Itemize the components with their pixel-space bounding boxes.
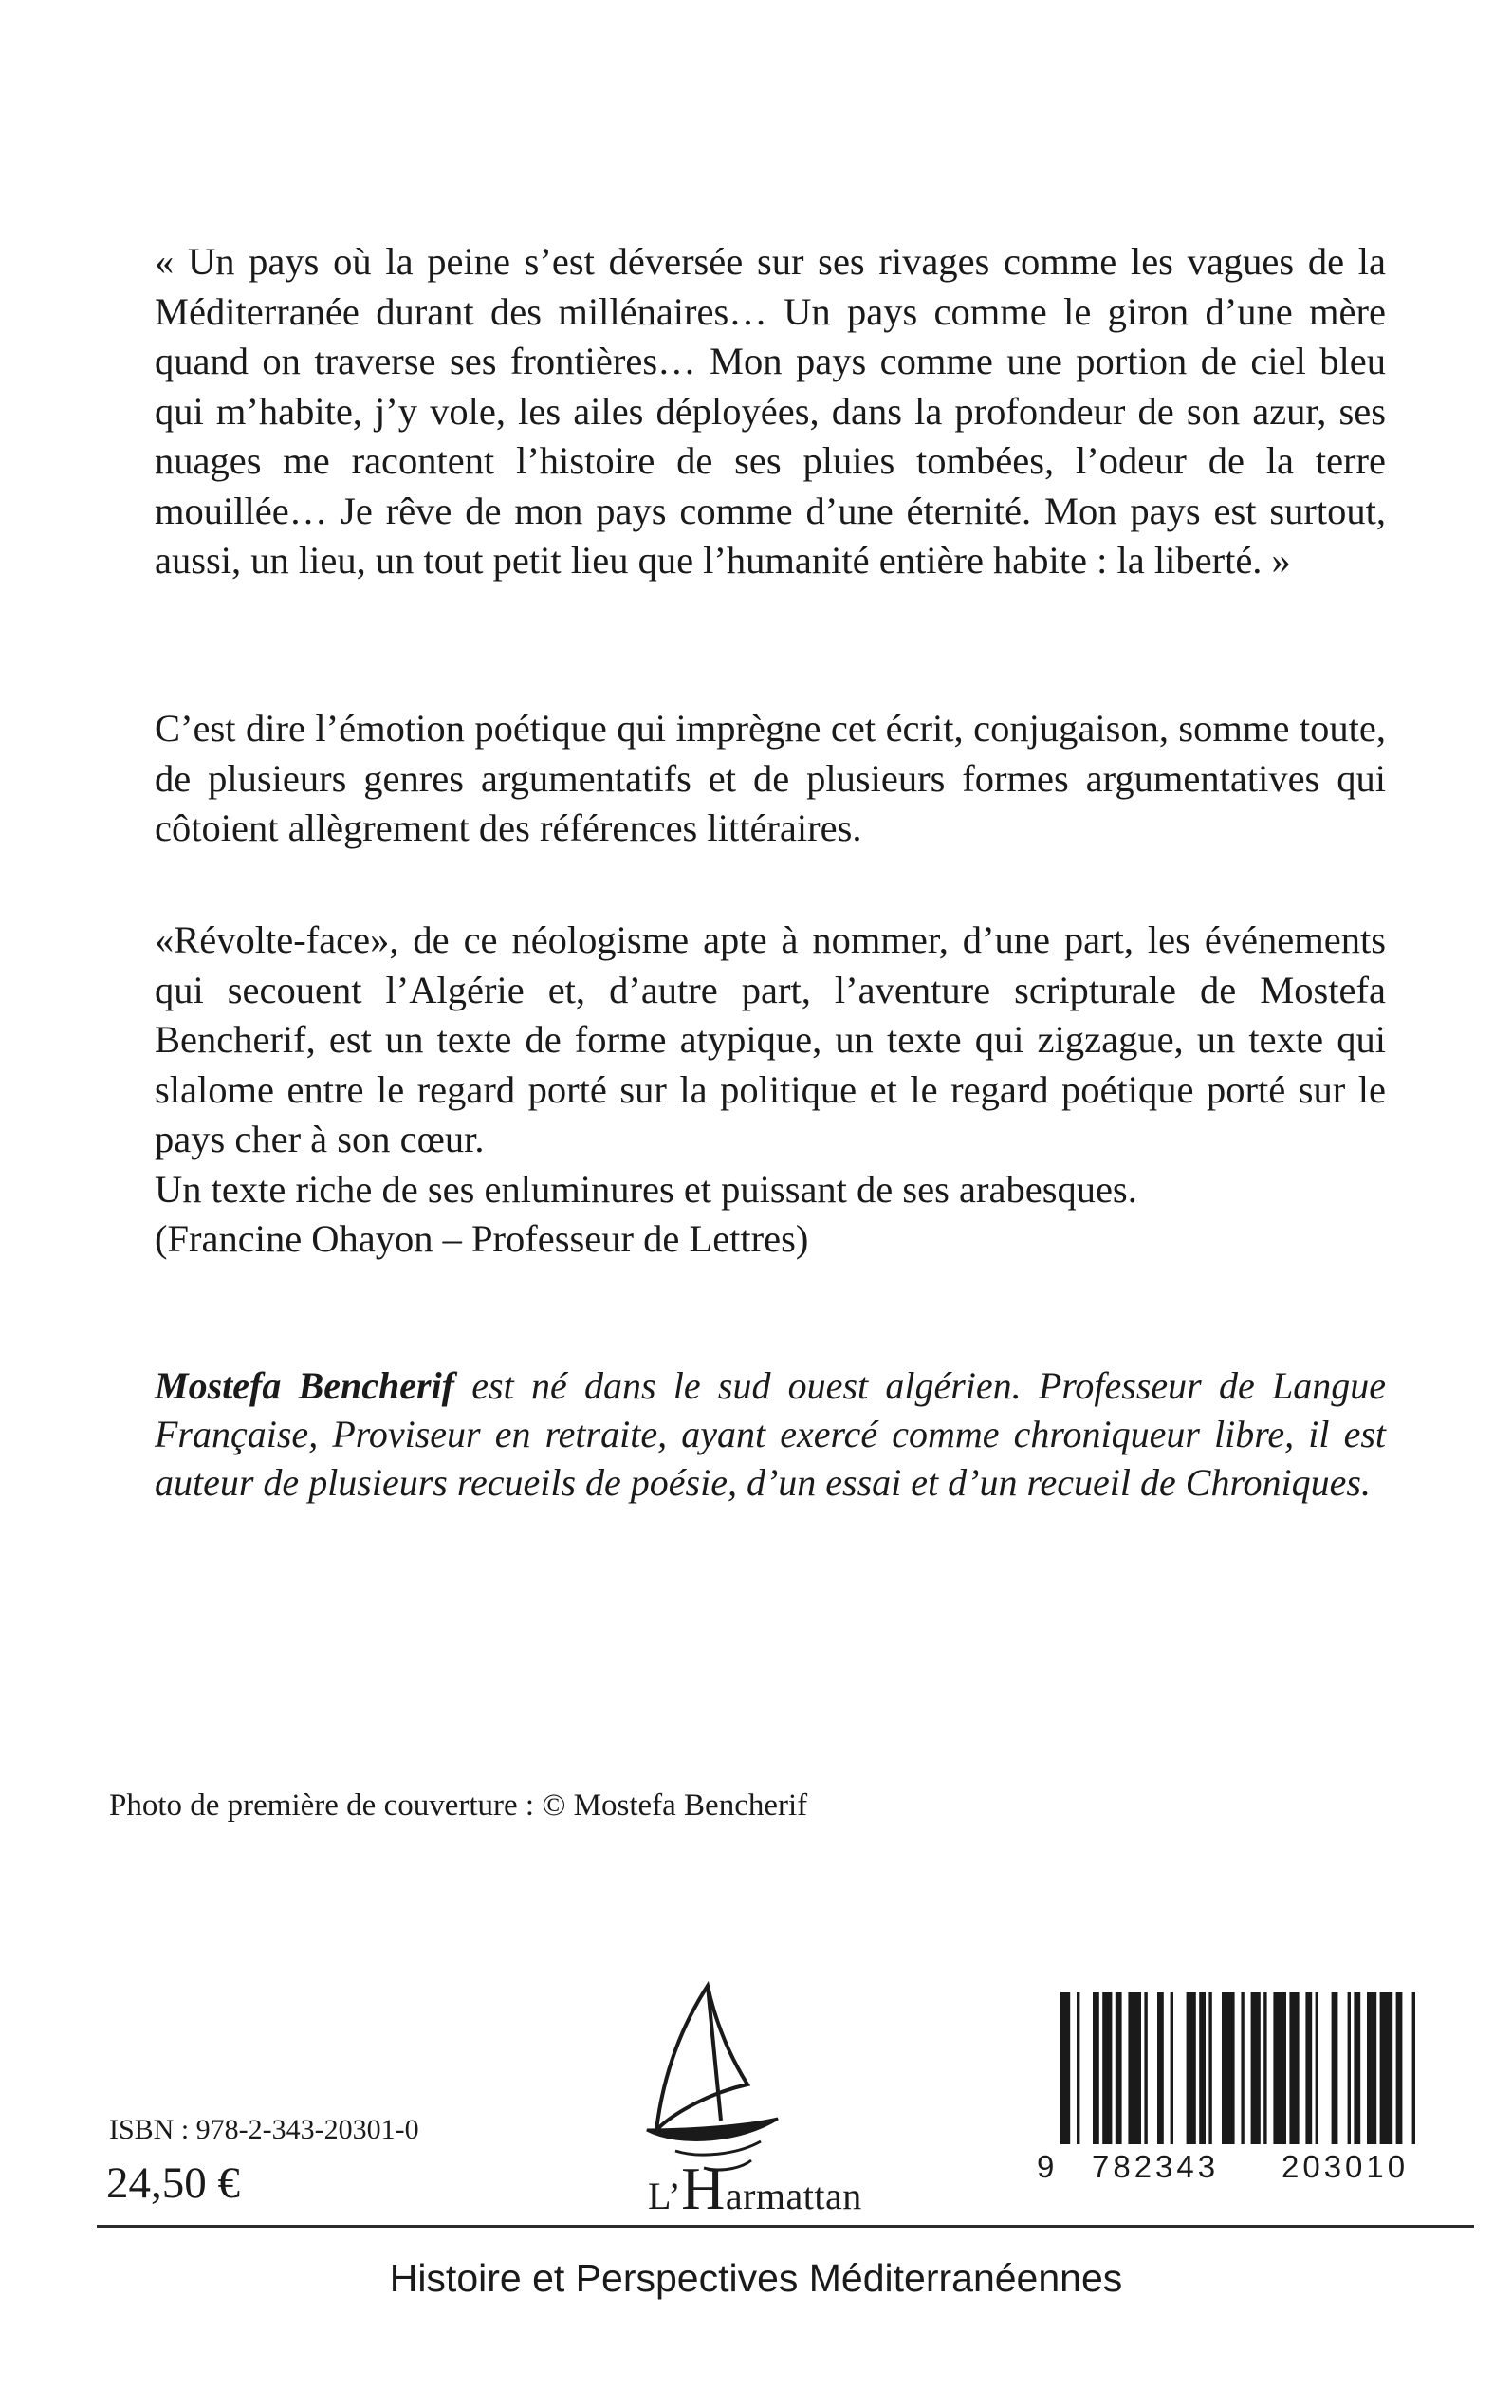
barcode-bar [1354,1992,1360,2144]
barcode-bar [1273,1992,1286,2144]
author-name: Mostefa Bencherif [155,1364,455,1407]
barcode-bar [1128,1992,1141,2144]
series-title: Histoire et Perspectives Méditerranéennes [389,2256,1123,2300]
barcode-bar [1093,1992,1099,2144]
quote-text: « Un pays où la peine s’est déversée sur ses rivages comme les vagues de la Méditerranée durant des millénaires… Un pays comme le giron d’une mère quand on traverse ses frontières… Mon pays comme une portion de ciel bleu qui m’habite, j’y vole, les ailes déployées, dans la profondeur de son azur, ses nuages me racontent l’histoire de ses pluies tombées, l’odeur de la terre mouillée… Je rêve de mon pays comme d’une éternité. Mon pays est surtout, aussi, un lieu, un tout petit lieu que l’humanité entière habite : la liberté. » [155,240,1386,582]
barcode-bar [1305,1992,1312,2144]
isbn: ISBN : 978-2-343-20301-0 [109,2114,419,2145]
publisher-name [648,2155,862,2222]
revolte-paragraph [155,916,1386,1265]
barcode-bar [1102,1992,1112,2144]
divider-rule [97,2225,1474,2228]
closing-line: Un texte riche de ses enluminures et puissant de ses arabesques. [155,1167,1137,1211]
author-bio-text: est né dans le sud ouest algérien. Professeur de Langue Française, Proviseur en retraite, ayant exercé comme chroniqueur libre, il est auteur de plusieurs recueils de poésie, d’un essai et d’un recueil de Chroniques. [155,1364,1386,1504]
emotion-text: C’est dire l’émotion poétique qui imprègne cet écrit, conjugaison, somme toute, de plusieurs genres argumentatifs et de plusieurs formes argumentatives qui côtoient allègrement des références littéraires. [155,707,1386,849]
barcode-bar [1208,1992,1211,2144]
barcode-bar [1348,1992,1351,2144]
barcode-bar [1199,1992,1206,2144]
publisher-initial: H [681,2155,726,2222]
barcode-bar [1116,1992,1122,2144]
barcode-bar [1187,1992,1196,2144]
barcode-bar [1367,1992,1376,2144]
publisher-prefix: L’ [648,2175,682,2217]
barcode-bar [1396,1992,1403,2144]
barcode-bar [1412,1992,1415,2144]
publisher-name-rest: armattan [725,2175,862,2217]
barcode [1060,1992,1474,2168]
photo-credit: Photo de première de couverture : © Mostefa Bencherif [109,1788,808,1823]
barcode-bar [1171,1992,1173,2144]
author-bio [155,1361,1386,1507]
barcode-bar [1157,1992,1164,2144]
barcode-left-group: 782343 [1089,2148,1222,2186]
barcode-bar [1077,1992,1079,2144]
price: 24,50 € [106,2158,240,2208]
quote-paragraph [155,237,1386,586]
revolte-text: «Révolte-face», de ce néologisme apte à nommer, d’une part, les événements qui secouent l’Algérie et, d’autre part, l’aventure scripturale de Mostefa Bencherif, est un texte de forme atypique, un texte qui zigzague, un texte qui slalome entre le regard porté sur la politique et le regard poétique porté sur le pays cher à son cœur. [155,918,1386,1160]
barcode-bar [1251,1992,1261,2144]
barcode-bar [1263,1992,1266,2144]
barcode-bar [1060,1992,1070,2144]
barcode-bar [1332,1992,1338,2144]
barcode-bar [1241,1992,1244,2144]
barcode-first-digit: 9 [1034,2148,1060,2186]
barcode-bar [1316,1992,1318,2144]
barcode-bar [1380,1992,1393,2144]
barcode-bar [1222,1992,1235,2144]
barcode-bar [1289,1992,1299,2144]
barcode-bar [1144,1992,1147,2144]
barcode-right-group: 203010 [1279,2148,1411,2186]
emotion-paragraph [155,704,1386,854]
review-attribution: (Francine Ohayon – Professeur de Lettres) [155,1217,809,1260]
